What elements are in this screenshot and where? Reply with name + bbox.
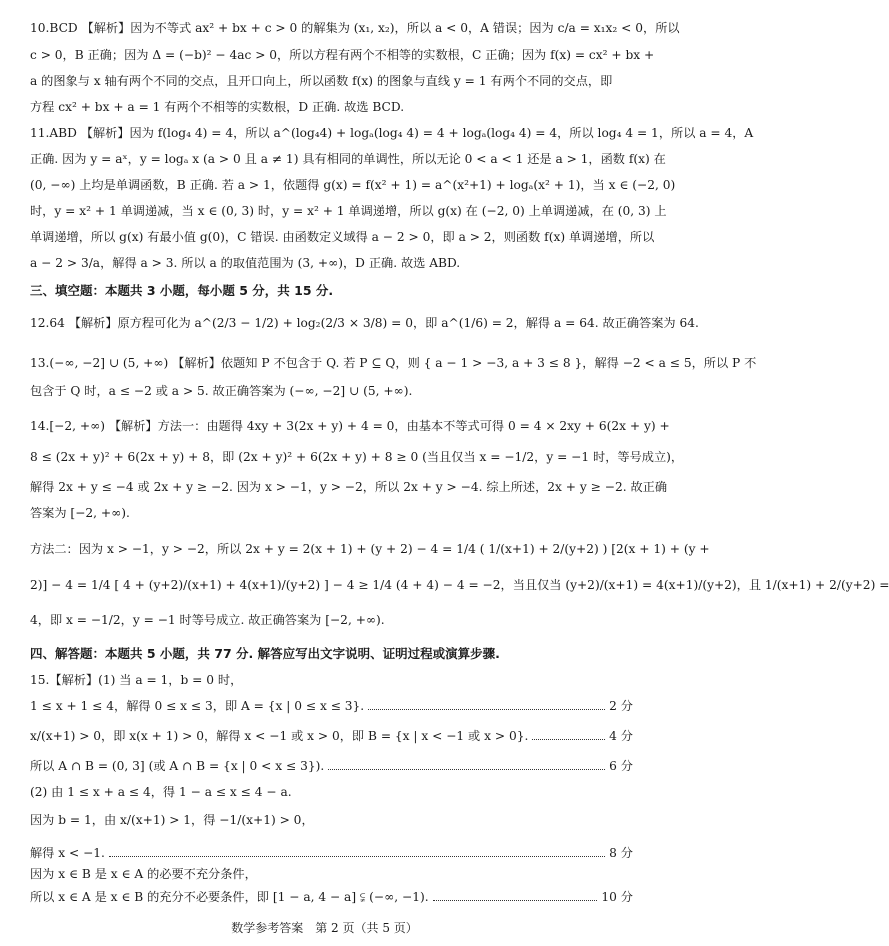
score-label: 4 分	[609, 729, 633, 743]
scored-line	[30, 760, 633, 773]
text-line: (0, −∞) 上均是单调函数，B 正确. 若 a > 1，依题得 g(x) = f(x² + 1) = a^(x²+1) + logₐ(x² + 1)，当 x ∈ (−2, 0)	[30, 178, 676, 192]
text-line: 13.(−∞, −2] ∪ (5, +∞) 【解析】依题知 P 不包含于 Q. 若 P ⊆ Q，则 { a − 1 > −3, a + 3 ≤ 8 }，解得 −2 < a ≤ 5，所以 P 不	[30, 356, 757, 370]
text-line: 2)] − 4 = 1/4 [ 4 + (y+2)/(x+1) + 4(x+1)/(y+2) ] − 4 ≥ 1/4 (4 + 4) − 4 = −2，当且仅当 (y+2)/(x+1) = 4(x+1)/(y+2)，且 1/(x+1) + 2/(y+2) =	[30, 578, 889, 592]
score-label: 10 分	[601, 890, 633, 904]
text-line: 10.BCD 【解析】因为不等式 ax² + bx + c > 0 的解集为 (x₁, x₂)，所以 a < 0，A 错误；因为 c/a = x₁x₂ < 0，所以	[30, 21, 680, 35]
dot-leader	[109, 855, 605, 857]
step-text: 所以 x ∈ A 是 x ∈ B 的充分不必要条件，即 [1 − a, 4 − a] ⫋ (−∞, −1).	[30, 890, 429, 904]
scored-line	[30, 847, 633, 860]
scored-line	[30, 891, 633, 904]
text-line: 8 ≤ (2x + y)² + 6(2x + y) + 8，即 (2x + y)² + 6(2x + y) + 8 ≥ 0 (当且仅当 x = −1/2，y = −1 时，等号成立)，	[30, 450, 684, 464]
text-line: 4，即 x = −1/2，y = −1 时等号成立. 故正确答案为 [−2, +∞).	[30, 613, 385, 627]
text-line: 正确. 因为 y = aˣ，y = logₐ x (a > 0 且 a ≠ 1) 具有相同的单调性，所以无论 0 < a < 1 还是 a > 1，函数 f(x) 在	[30, 152, 666, 166]
scored-line	[30, 700, 633, 713]
text-line: 方程 cx² + bx + a = 1 有两个不相等的实数根，D 正确. 故选 BCD.	[30, 100, 405, 114]
section-heading: 四、解答题：本题共 5 小题，共 77 分. 解答应写出文字说明、证明过程或演算步骤.	[30, 646, 500, 661]
step-text: 1 ≤ x + 1 ≤ 4，解得 0 ≤ x ≤ 3，即 A = {x | 0 ≤ x ≤ 3}.	[30, 699, 365, 713]
text-line: 时，y = x² + 1 单调递减，当 x ∈ (0, 3) 时，y = x² + 1 单调递增，所以 g(x) 在 (−2, 0) 上单调递减，在 (0, 3) 上	[30, 204, 667, 218]
score-label: 6 分	[609, 759, 633, 773]
score-label: 2 分	[609, 699, 633, 713]
text-line: 12.64 【解析】原方程可化为 a^(2/3 − 1/2) + log₂(2/3 × 3/8) = 0，即 a^(1/6) = 2，解得 a = 64. 故正确答案为 64.	[30, 316, 699, 330]
text-line: 因为 x ∈ B 是 x ∈ A 的必要不充分条件，	[30, 867, 257, 881]
section-heading: 三、填空题：本题共 3 小题，每小题 5 分，共 15 分.	[30, 283, 334, 298]
step-text: 所以 A ∩ B = (0, 3] (或 A ∩ B = {x | 0 < x ≤ 3}).	[30, 759, 325, 773]
text-line: 因为 b = 1，由 x/(x+1) > 1，得 −1/(x+1) > 0，	[30, 813, 314, 827]
text-line: 14.[−2, +∞) 【解析】方法一：由题得 4xy + 3(2x + y) + 4 = 0，由基本不等式可得 0 = 4 × 2xy + 6(2x + y) +	[30, 419, 670, 433]
text-line: a − 2 > 3/a，解得 a > 3. 所以 a 的取值范围为 (3, +∞)，D 正确. 故选 ABD.	[30, 256, 461, 270]
step-text: 解得 x < −1.	[30, 846, 105, 860]
dot-leader	[433, 899, 598, 901]
text-line: c > 0，B 正确；因为 Δ = (−b)² − 4ac > 0，所以方程有两个不相等的实数根，C 正确；因为 f(x) = cx² + bx +	[30, 48, 655, 62]
text-line: a 的图象与 x 轴有两个不同的交点，且开口向上，所以函数 f(x) 的图象与直线 y = 1 有两个不同的交点，即	[30, 74, 613, 88]
scored-line	[30, 730, 633, 743]
score-label: 8 分	[609, 846, 633, 860]
page-footer: 数学参考答案 第 2 页（共 5 页）	[231, 921, 418, 935]
text-line: 解得 2x + y ≤ −4 或 2x + y ≥ −2. 因为 x > −1，y > −2，所以 2x + y > −4. 综上所述，2x + y ≥ −2. 故正确	[30, 480, 668, 494]
text-line: 单调递增，所以 g(x) 有最小值 g(0)，C 错误. 由函数定义域得 a − 2 > 0，即 a > 2，则函数 f(x) 单调递增，所以	[30, 230, 655, 244]
dot-leader	[532, 738, 605, 740]
text-line: 答案为 [−2, +∞).	[30, 506, 130, 520]
text-line: 方法二：因为 x > −1，y > −2，所以 2x + y = 2(x + 1) + (y + 2) − 4 = 1/4 ( 1/(x+1) + 2/(y+2) ) [2(x + 1) + (y +	[30, 542, 710, 556]
text-line: (2) 由 1 ≤ x + a ≤ 4，得 1 − a ≤ x ≤ 4 − a.	[30, 785, 292, 799]
step-text: x/(x+1) > 0，即 x(x + 1) > 0，解得 x < −1 或 x > 0，即 B = {x | x < −1 或 x > 0}.	[30, 729, 529, 743]
dot-leader	[328, 768, 605, 770]
text-line: 15.【解析】(1) 当 a = 1，b = 0 时，	[30, 673, 243, 687]
text-line: 11.ABD 【解析】因为 f(log₄ 4) = 4，所以 a^(log₄4) + logₐ(log₄ 4) = 4 + logₐ(log₄ 4) = 4，所以 log₄ 4 = 1，所以 a = 4，A	[30, 126, 754, 140]
text-line: 包含于 Q 时，a ≤ −2 或 a > 5. 故正确答案为 (−∞, −2] ∪ (5, +∞).	[30, 384, 413, 398]
dot-leader	[368, 708, 605, 710]
